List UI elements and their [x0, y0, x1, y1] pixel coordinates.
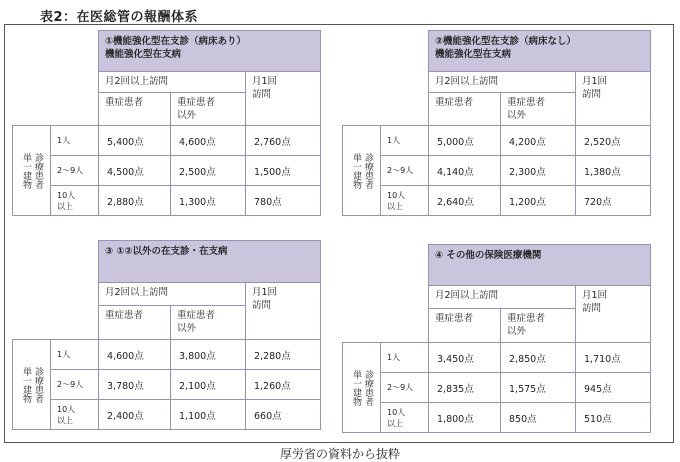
non-severe-points: 4,200点 — [501, 126, 576, 156]
severe-points: 4,140点 — [429, 156, 501, 186]
severe-header: 重症患者 — [429, 93, 501, 126]
monthly-points: 510点 — [576, 403, 651, 433]
non-severe-points: 1,575点 — [501, 373, 576, 403]
fee-row — [343, 373, 651, 403]
monthly-points: 1,260点 — [246, 370, 321, 400]
non-severe-points: 1,100点 — [171, 400, 246, 430]
monthly-points: 2,760点 — [246, 126, 321, 156]
fee-row — [13, 186, 321, 216]
severe-points: 5,400点 — [99, 126, 171, 156]
patient-label — [362, 370, 373, 406]
monthly-once-header: 月1回 訪問 — [246, 72, 321, 126]
blank-corner — [343, 31, 429, 72]
patient-count-label: 1人 — [381, 126, 429, 156]
single-building-label: 単一建物 — [351, 152, 361, 189]
patient-count-label: 2〜9人 — [51, 156, 99, 186]
blank-corner — [13, 241, 99, 283]
patient-count-label: 1人 — [51, 340, 99, 370]
single-building-label: 単一建物 — [351, 369, 361, 406]
severe-points: 4,600点 — [99, 340, 171, 370]
severe-points: 3,780点 — [99, 370, 171, 400]
institution-header: ③ ①②以外の在支診・在支病 — [99, 241, 321, 283]
blank-corner — [343, 309, 429, 343]
non-severe-points: 4,600点 — [171, 126, 246, 156]
blank-corner — [343, 72, 429, 93]
patient-count-label: 10人 以上 — [381, 186, 429, 216]
monthly-points: 720点 — [576, 186, 651, 216]
non-severe-points: 3,800点 — [171, 340, 246, 370]
patient-count-label: 10人 以上 — [51, 186, 99, 216]
fee-table-2 — [342, 30, 651, 216]
patient-count-label: 2〜9人 — [381, 373, 429, 403]
patient-label — [362, 153, 373, 189]
patient-label — [32, 367, 43, 403]
patient-label — [32, 153, 43, 189]
multi-visit-header: 月2回以上訪問 — [429, 286, 576, 309]
non-severe-points: 1,200点 — [501, 186, 576, 216]
severe-points: 2,835点 — [429, 373, 501, 403]
non-severe-header: 重症患者 以外 — [171, 93, 246, 126]
fee-row — [343, 343, 651, 373]
fee-row — [343, 186, 651, 216]
non-severe-header: 重症患者 以外 — [171, 306, 246, 340]
patients-label: 患者 — [33, 170, 43, 189]
fee-row — [13, 370, 321, 400]
patient-count-label: 10人 以上 — [51, 400, 99, 430]
monthly-points: 660点 — [246, 400, 321, 430]
patient-building-label — [13, 340, 51, 430]
severe-header: 重症患者 — [99, 93, 171, 126]
multi-visit-header: 月2回以上訪問 — [99, 283, 246, 306]
source-note: 厚労省の資料から抜粋 — [279, 447, 400, 461]
institution-header: ②機能強化型在支診（病床なし） 機能強化型在支病 — [429, 31, 651, 72]
monthly-once-header: 月1回 訪問 — [576, 72, 651, 126]
patient-building-label — [13, 126, 51, 216]
single-building-label: 単一建物 — [21, 366, 31, 403]
severe-points: 2,400点 — [99, 400, 171, 430]
blank-corner — [13, 72, 99, 93]
institution-header: ④ その他の保険医療機関 — [429, 245, 651, 286]
non-severe-points: 850点 — [501, 403, 576, 433]
non-severe-header: 重症患者 以外 — [501, 309, 576, 343]
patients-label: 患者 — [363, 387, 373, 406]
monthly-points: 1,710点 — [576, 343, 651, 373]
single-building-label: 単一建物 — [21, 152, 31, 189]
document-title: 表2：在医総管の報酬体系 — [40, 10, 199, 25]
patient-count-label: 10人 以上 — [381, 403, 429, 433]
patients-label: 患者 — [33, 384, 43, 403]
fee-table-4 — [342, 244, 651, 433]
patient-count-label: 2〜9人 — [381, 156, 429, 186]
monthly-points: 1,380点 — [576, 156, 651, 186]
blank-corner — [13, 283, 99, 306]
severe-header: 重症患者 — [99, 306, 171, 340]
blank-corner — [13, 31, 99, 72]
patient-count-label: 1人 — [381, 343, 429, 373]
blank-corner — [343, 93, 429, 126]
severe-header: 重症患者 — [429, 309, 501, 343]
monthly-points: 1,500点 — [246, 156, 321, 186]
medical-care-label: 診療 — [363, 369, 373, 388]
blank-corner — [343, 286, 429, 309]
medical-care-label: 診療 — [33, 366, 43, 385]
severe-points: 2,880点 — [99, 186, 171, 216]
multi-visit-header: 月2回以上訪問 — [99, 72, 246, 93]
non-severe-points: 2,100点 — [171, 370, 246, 400]
patients-label: 患者 — [363, 170, 373, 189]
blank-corner — [13, 306, 99, 340]
non-severe-header: 重症患者 以外 — [501, 93, 576, 126]
fee-row — [13, 340, 321, 370]
non-severe-points: 2,850点 — [501, 343, 576, 373]
fee-table-1 — [12, 30, 321, 216]
monthly-points: 780点 — [246, 186, 321, 216]
fee-row — [343, 126, 651, 156]
non-severe-points: 2,500点 — [171, 156, 246, 186]
non-severe-points: 1,300点 — [171, 186, 246, 216]
monthly-once-header: 月1回 訪問 — [246, 283, 321, 340]
severe-points: 3,450点 — [429, 343, 501, 373]
fee-row — [343, 403, 651, 433]
patient-building-label — [343, 126, 381, 216]
patient-count-label: 2〜9人 — [51, 370, 99, 400]
blank-corner — [13, 93, 99, 126]
severe-points: 4,500点 — [99, 156, 171, 186]
patient-building-label — [343, 343, 381, 433]
monthly-points: 2,520点 — [576, 126, 651, 156]
fee-row — [13, 156, 321, 186]
monthly-points: 2,280点 — [246, 340, 321, 370]
non-severe-points: 2,300点 — [501, 156, 576, 186]
monthly-once-header: 月1回 訪問 — [576, 286, 651, 343]
medical-care-label: 診療 — [363, 152, 373, 171]
severe-points: 2,640点 — [429, 186, 501, 216]
fee-row — [343, 156, 651, 186]
fee-row — [13, 126, 321, 156]
multi-visit-header: 月2回以上訪問 — [429, 72, 576, 93]
fee-table-3 — [12, 240, 321, 430]
fee-row — [13, 400, 321, 430]
institution-header: ①機能強化型在支診（病床あり） 機能強化型在支病 — [99, 31, 321, 72]
severe-points: 5,000点 — [429, 126, 501, 156]
medical-care-label: 診療 — [33, 152, 43, 171]
blank-corner — [343, 245, 429, 286]
severe-points: 1,800点 — [429, 403, 501, 433]
patient-count-label: 1人 — [51, 126, 99, 156]
monthly-points: 945点 — [576, 373, 651, 403]
